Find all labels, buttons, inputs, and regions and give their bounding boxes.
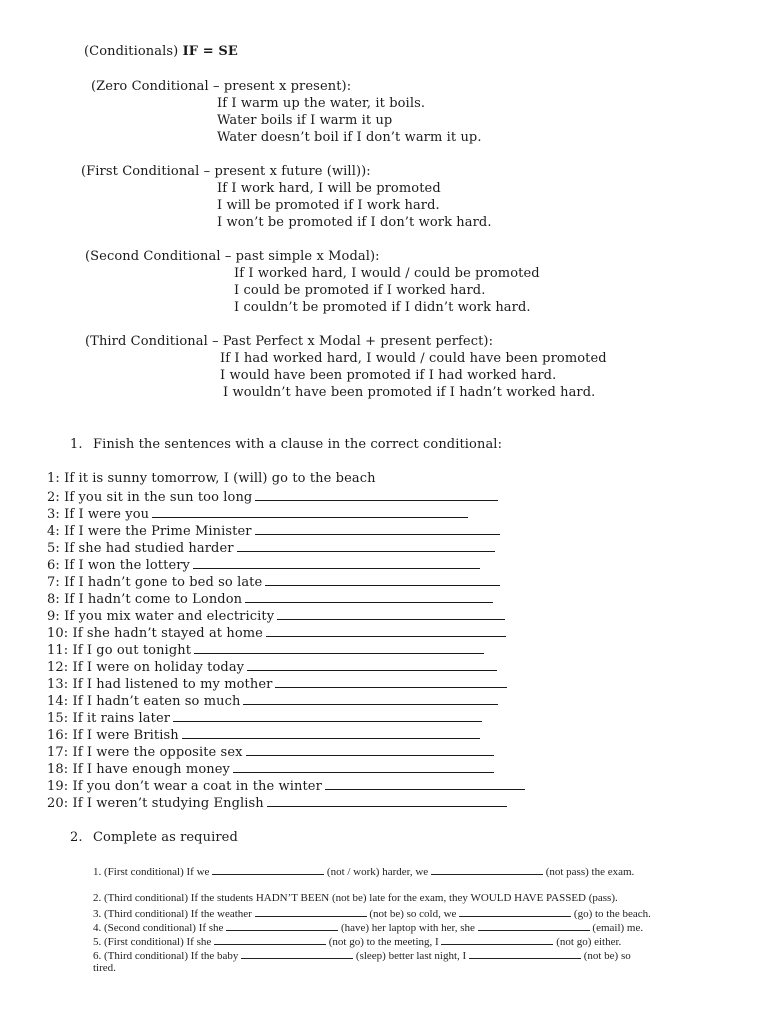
exercise-1-number: 1.: [70, 437, 83, 452]
first-example-3: I won’t be promoted if I don’t work hard.: [217, 215, 492, 230]
item-text: 3. (Third conditional) If the weather: [93, 908, 255, 920]
answer-blank[interactable]: [212, 864, 324, 875]
item-text: 12: If I were on holiday today: [47, 660, 245, 675]
answer-blank[interactable]: [247, 658, 497, 671]
title-bold: IF = SE: [182, 44, 238, 59]
exercise-2-item: [93, 920, 643, 934]
item-text: 7: If I hadn’t gone to bed so late: [47, 575, 263, 590]
answer-blank[interactable]: [193, 556, 480, 569]
answer-blank[interactable]: [255, 522, 500, 535]
exercise-1-item: [47, 726, 480, 743]
exercise-1-item: [47, 522, 500, 539]
third-example-2: I would have been promoted if I had worked hard.: [220, 368, 557, 383]
answer-blank[interactable]: [226, 920, 338, 931]
item-text: (sleep) better last night, I: [353, 950, 469, 962]
exercise-1-item: [47, 607, 505, 624]
item-text: 15: If it rains later: [47, 711, 171, 726]
answer-blank[interactable]: [459, 906, 571, 917]
exercise-1-item: [47, 505, 468, 522]
item-text: 3: If I were you: [47, 507, 150, 522]
exercise-1-instruction: Finish the sentences with a clause in the correct conditional:: [93, 437, 503, 452]
item-text: 1. (First conditional) If we: [93, 866, 213, 878]
answer-blank[interactable]: [266, 624, 506, 637]
zero-example-3: Water doesn’t boil if I don’t warm it up.: [217, 130, 482, 145]
exercise-1-item: [47, 675, 507, 692]
exercise-1-item: [47, 794, 507, 811]
zero-example-1: If I warm up the water, it boils.: [217, 96, 426, 111]
exercise-2-item: [93, 962, 116, 974]
item-text: (not be) so: [580, 950, 631, 962]
item-text: 6: If I won the lottery: [47, 558, 190, 573]
answer-blank[interactable]: [233, 760, 494, 773]
answer-blank[interactable]: [277, 607, 505, 620]
answer-blank[interactable]: [265, 573, 500, 586]
exercise-2-item: [93, 906, 651, 920]
answer-blank[interactable]: [267, 794, 507, 807]
exercise-1-item: [47, 471, 376, 486]
exercise-1-item: [47, 777, 525, 794]
item-text: (not be) so cold, we: [366, 908, 460, 920]
item-text: tired.: [93, 962, 116, 974]
item-text: (go) to the beach.: [571, 908, 651, 920]
item-text: 9: If you mix water and electricity: [47, 609, 275, 624]
answer-blank[interactable]: [245, 590, 493, 603]
answer-blank[interactable]: [275, 675, 507, 688]
first-example-1: If I work hard, I will be promoted: [217, 181, 441, 196]
exercise-1-item: [47, 743, 494, 760]
third-example-1: If I had worked hard, I would / could have been promoted: [220, 351, 607, 366]
item-text: 18: If I have enough money: [47, 762, 230, 777]
exercise-1-item: [47, 658, 497, 675]
answer-blank[interactable]: [173, 709, 482, 722]
exercise-1-item: [47, 641, 484, 658]
item-text: (not pass) the exam.: [542, 866, 635, 878]
answer-blank[interactable]: [431, 864, 543, 875]
item-text: 5. (First conditional) If she: [93, 936, 214, 948]
third-conditional-heading: (Third Conditional – Past Perfect x Modal + present perfect):: [85, 334, 494, 349]
answer-blank[interactable]: [194, 641, 484, 654]
answer-blank[interactable]: [255, 488, 498, 501]
exercise-2-item: [93, 892, 618, 904]
item-text: 16: If I were British: [47, 728, 179, 743]
answer-blank[interactable]: [152, 505, 468, 518]
exercise-2-number: 2.: [70, 830, 83, 845]
exercise-1-item: [47, 488, 498, 505]
answer-blank[interactable]: [255, 906, 367, 917]
exercise-2-item: [93, 948, 631, 962]
item-text: 8: If I hadn’t come to London: [47, 592, 243, 607]
exercise-2-item: [93, 864, 634, 878]
answer-blank[interactable]: [214, 934, 326, 945]
exercise-1-item: [47, 556, 480, 573]
item-text: (have) her laptop with her, she: [338, 922, 478, 934]
item-text: (not / work) harder, we: [324, 866, 431, 878]
item-text: 6. (Third conditional) If the baby: [93, 950, 242, 962]
second-example-3: I couldn’t be promoted if I didn’t work hard.: [234, 300, 531, 315]
exercise-1-item: [47, 760, 494, 777]
item-text: 14: If I hadn’t eaten so much: [47, 694, 241, 709]
exercise-1-item: [47, 624, 506, 641]
item-text: (not go) to the meeting, I: [325, 936, 442, 948]
item-text: (email) me.: [589, 922, 644, 934]
item-text: (not go) either.: [553, 936, 622, 948]
first-conditional-heading: (First Conditional – present x future (will)):: [81, 164, 371, 179]
item-text: 10: If she hadn’t stayed at home: [47, 626, 263, 641]
item-text: 4. (Second conditional) If she: [93, 922, 227, 934]
answer-blank[interactable]: [441, 934, 553, 945]
item-text: 19: If you don’t wear a coat in the winter: [47, 779, 322, 794]
page-title: [84, 44, 238, 59]
item-text: 1: If it is sunny tomorrow, I (will) go to the beach: [47, 471, 376, 486]
answer-blank[interactable]: [469, 948, 581, 959]
second-conditional-heading: (Second Conditional – past simple x Modal):: [85, 249, 380, 264]
first-example-2: I will be promoted if I work hard.: [217, 198, 440, 213]
answer-blank[interactable]: [237, 539, 495, 552]
exercise-1-item: [47, 709, 482, 726]
zero-example-2: Water boils if I warm it up: [217, 113, 393, 128]
answer-blank[interactable]: [243, 692, 498, 705]
item-text: 20: If I weren’t studying English: [47, 796, 264, 811]
item-text: 2. (Third conditional) If the students HADN’T BEEN (not be) late for the exam, they WOULD HAVE PASSED (pass).: [93, 892, 618, 904]
title-prefix: (Conditionals): [84, 44, 179, 59]
answer-blank[interactable]: [246, 743, 494, 756]
answer-blank[interactable]: [478, 920, 590, 931]
exercise-1-item: [47, 573, 500, 590]
exercise-1-item: [47, 539, 495, 556]
item-text: 4: If I were the Prime Minister: [47, 524, 252, 539]
item-text: 11: If I go out tonight: [47, 643, 192, 658]
third-example-3: I wouldn’t have been promoted if I hadn’t worked hard.: [223, 385, 596, 400]
answer-blank[interactable]: [182, 726, 480, 739]
exercise-2-instruction: Complete as required: [93, 830, 238, 845]
exercise-1-item: [47, 692, 498, 709]
answer-blank[interactable]: [241, 948, 353, 959]
item-text: 13: If I had listened to my mother: [47, 677, 273, 692]
second-example-1: If I worked hard, I would / could be promoted: [234, 266, 540, 281]
answer-blank[interactable]: [325, 777, 525, 790]
zero-conditional-heading: (Zero Conditional – present x present):: [91, 79, 352, 94]
exercise-1-item: [47, 590, 493, 607]
item-text: 2: If you sit in the sun too long: [47, 490, 253, 505]
item-text: 5: If she had studied harder: [47, 541, 234, 556]
second-example-2: I could be promoted if I worked hard.: [234, 283, 486, 298]
exercise-2-item: [93, 934, 621, 948]
item-text: 17: If I were the opposite sex: [47, 745, 243, 760]
